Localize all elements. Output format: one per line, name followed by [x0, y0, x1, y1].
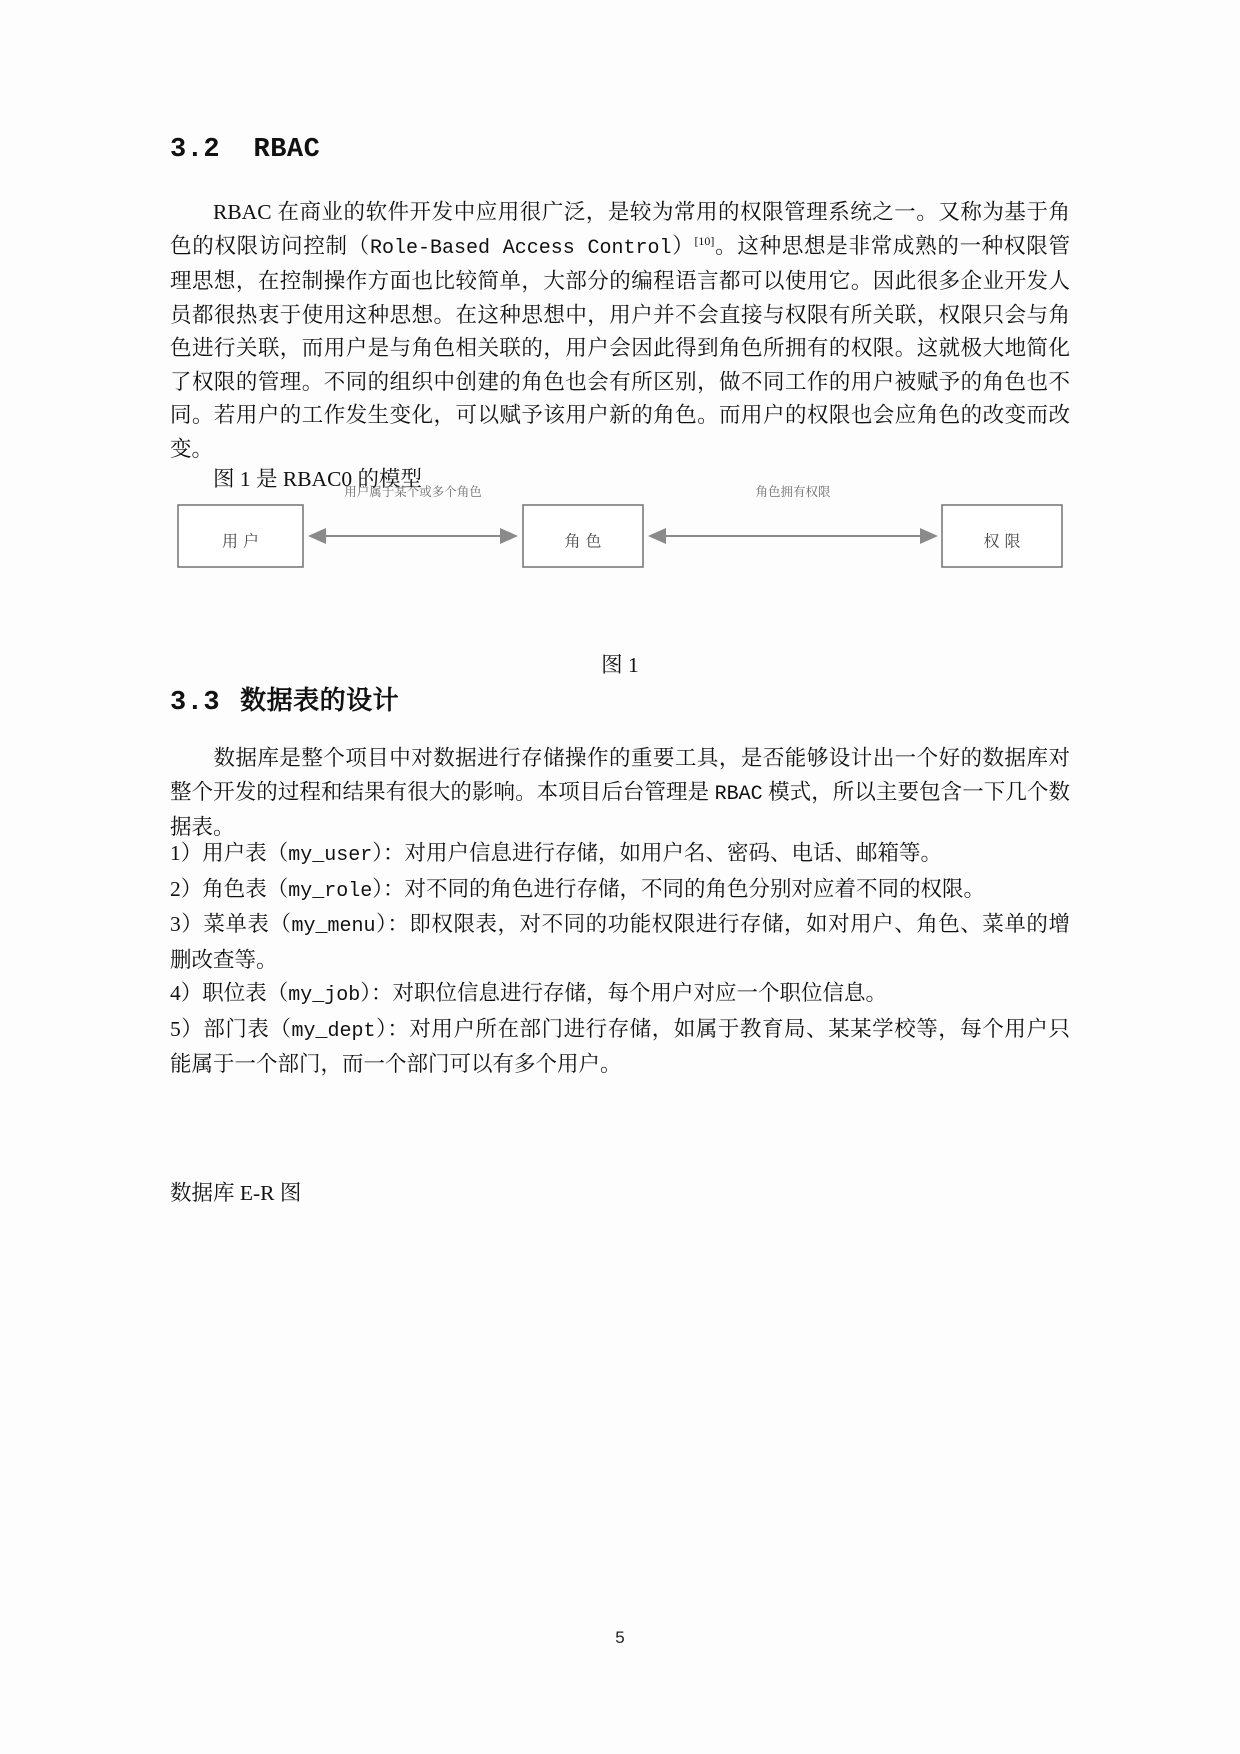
paragraph-part-2: ） [671, 233, 695, 258]
data-table-list [170, 837, 1070, 1082]
figure-edge-user-role-label: 用户属于某个或多个角色 [344, 484, 482, 499]
list-item [170, 1013, 1070, 1082]
list-item-marker: 1） [170, 841, 203, 865]
figure-node-role-label: 角 色 [564, 531, 602, 551]
rbac-model-figure [170, 483, 1070, 613]
list-item-marker: 5） [170, 1016, 204, 1041]
list-item-tail: ）：对职位信息进行存储，每个用户对应一个职位信息。 [360, 981, 888, 1005]
list-item-tail: ）：即权限表，对不同的功能权限进行存储，如对用户、角色、菜单的增删改查等。 [170, 912, 1070, 972]
section-heading-3-3-title: 数据表的设计 [240, 686, 400, 716]
list-item [170, 873, 1070, 909]
er-diagram-note [170, 1177, 1070, 1211]
list-item-tail: ）：对不同的角色进行存储，不同的角色分别对应着不同的权限。 [372, 876, 986, 901]
paragraph-database-intro [170, 742, 1070, 845]
paragraph-part-3: 。这种思想是非常成熟的一种权限管理思想，在控制操作方面也比较简单，大部分的编程语言都可以使用它。因此很多企业开发人员都很热衷于使用这种思想。在这种思想中，用户并不会直接与权限有所关联，权限只会与角色进行关联，而用户是与角色相关联的，用户会因此得到角色所拥有的权限。这就极大地简化了权限的管理。不同的组织中创建的角色也会有所区别，做不同工作的用户被赋予的角色也不同。若用户的工作发生变化，可以赋予该用户新的角色。而用户的权限也会应角色的改变而改变。 [170, 233, 1070, 461]
list-item-code: my_user [288, 844, 373, 867]
paragraph-term-rbac: RBAC [714, 782, 763, 806]
paragraph-part-1: RBAC 在商业的软件开发中应用很广泛，是较为常用的权限管理系统之一。又称为基于角色的权限访问控制（ [170, 200, 1070, 258]
paragraph-part-2: 模式，所以主要包含一下几个数据表。 [170, 779, 1070, 839]
section-heading-3-3-number: 3.3 [170, 688, 221, 718]
section-heading-3-2: 3.2 RBAC [170, 135, 321, 165]
figure-node-user-label: 用 户 [221, 531, 260, 551]
figure-edge-role-permission-label: 角色拥有权限 [755, 484, 831, 499]
list-item-name: 部门表（ [203, 1016, 292, 1041]
section-heading-3-3 [170, 680, 399, 718]
list-item [170, 837, 1070, 873]
rbac-diagram-svg [170, 483, 1070, 598]
list-item-name: 用户表（ [202, 841, 289, 865]
list-item-name: 菜单表（ [203, 912, 292, 936]
list-item-marker: 3） [170, 912, 204, 936]
figure-node-permission-label: 权 限 [983, 531, 1021, 551]
list-item [170, 908, 1070, 977]
list-item-code: my_dept [291, 1019, 376, 1043]
list-item-code: my_menu [291, 915, 376, 938]
paragraph-text [170, 742, 1070, 845]
list-item-code: my_job [288, 984, 361, 1007]
list-item-code: my_role [288, 879, 373, 903]
list-item [170, 977, 1070, 1013]
figure-intro-label: 图 1 是 RBAC0 的模型 [213, 467, 423, 491]
figure-caption: 图 1 [601, 653, 639, 677]
list-item-name: 职位表（ [202, 981, 289, 1005]
paragraph-term-role-based-access-control: Role-Based Access Control [369, 236, 672, 260]
paragraph-part-1: 数据库是整个项目中对数据进行存储操作的重要工具，是否能够设计出一个好的数据库对整个开发的过程和结果有很大的影响。本项目后台管理是 [170, 746, 1070, 804]
citation-reference: [10] [694, 233, 715, 248]
list-item-name: 角色表（ [202, 876, 289, 901]
paragraph-text [170, 196, 1070, 466]
list-item-tail: ）：对用户信息进行存储，如用户名、密码、电话、邮箱等。 [372, 841, 943, 865]
list-item-tail: ）：对用户所在部门进行存储，如属于教育局、某某学校等，每个用户只能属于一个部门，而一个部门可以有多个用户。 [170, 1016, 1070, 1076]
page-number: 5 [615, 1628, 625, 1647]
er-note-text: 数据库 E-R 图 [170, 1181, 302, 1205]
paragraph-rbac-intro [170, 196, 1070, 466]
list-item-marker: 2） [170, 876, 203, 901]
list-item-marker: 4） [170, 981, 203, 1005]
